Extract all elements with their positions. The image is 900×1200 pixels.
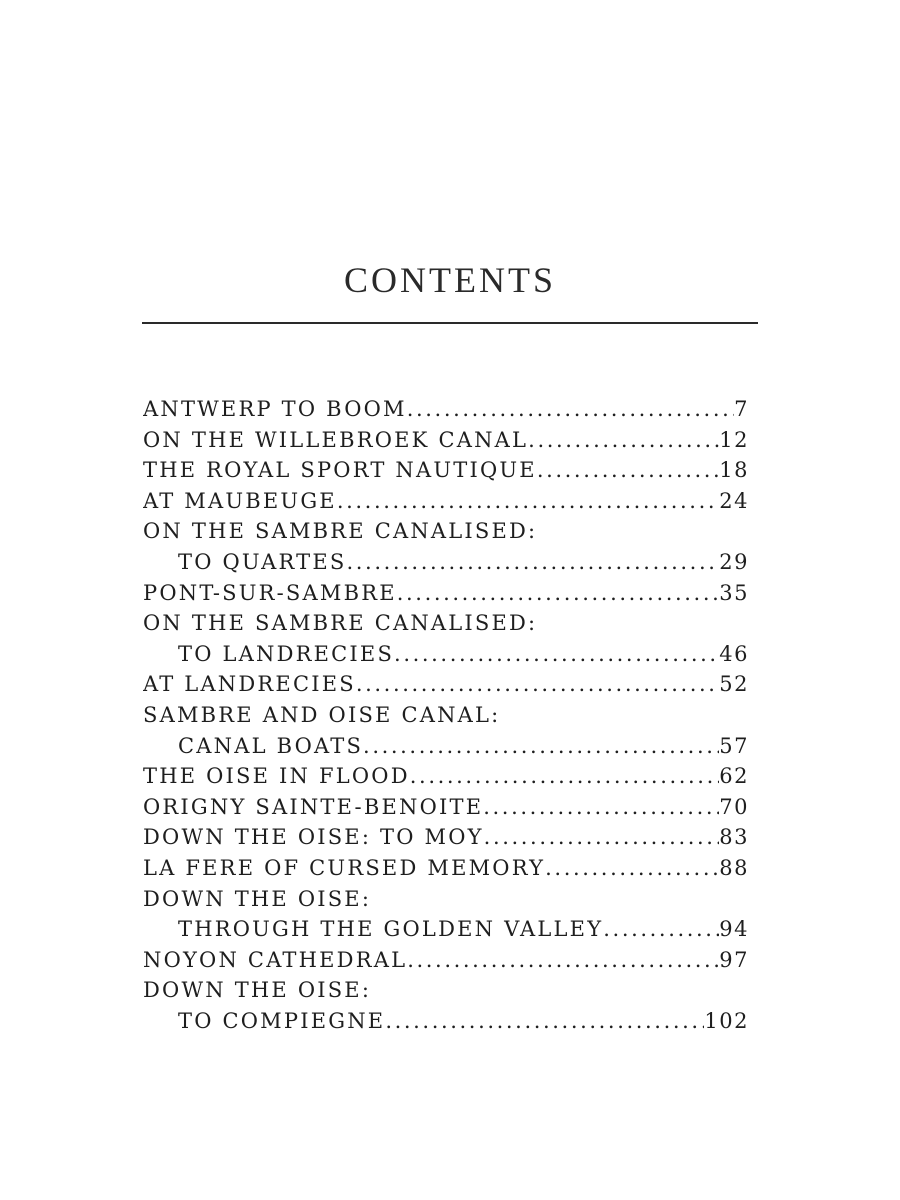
toc-entry-title: AT LANDRECIES [143, 672, 356, 697]
toc-entry [143, 792, 749, 823]
toc-entry-title: DOWN THE OISE: TO MOY [143, 825, 484, 850]
toc-entry-page-number: 46 [719, 641, 749, 666]
toc-entry [143, 486, 749, 517]
toc-entry [143, 394, 749, 425]
dot-leader [407, 394, 734, 425]
toc-entry-continuation [143, 914, 749, 945]
toc-entry [143, 761, 749, 792]
toc-entry-continuation [143, 547, 749, 578]
toc-entry-page-number: 70 [719, 794, 749, 819]
toc-entry-title: TO LANDRECIES [178, 641, 395, 666]
toc-entry [143, 884, 749, 915]
toc-entry-page-number: 83 [719, 825, 749, 850]
contents-heading: CONTENTS [344, 260, 556, 300]
toc-entry-page-number: 7 [734, 397, 749, 421]
toc-entry-page-number: 88 [719, 855, 749, 880]
dot-leader [545, 853, 719, 884]
dot-leader [347, 547, 720, 578]
toc-entry-page-number: 102 [704, 1008, 749, 1033]
toc-entry-title: ANTWERP TO BOOM [143, 397, 407, 421]
toc-entry-page-number: 52 [719, 672, 749, 697]
toc-entry [143, 608, 749, 639]
toc-entry-title: ON THE WILLEBROEK CANAL [143, 427, 529, 452]
dot-leader [410, 761, 720, 792]
toc-entry-title: TO COMPIEGNE [178, 1008, 386, 1033]
toc-entry-title: ORIGNY SAINTE-BENOITE [143, 794, 484, 819]
toc-entry-title: SAMBRE AND OISE CANAL: [143, 702, 501, 727]
table-of-contents [143, 394, 749, 1036]
toc-entry-page-number: 35 [719, 580, 749, 605]
toc-entry-continuation [143, 639, 749, 670]
dot-leader [483, 792, 719, 823]
dot-leader [537, 455, 719, 486]
toc-entry-title: CANAL BOATS [178, 733, 364, 758]
toc-entry-title: THROUGH THE GOLDEN VALLEY [178, 917, 604, 942]
dot-leader [397, 578, 720, 609]
toc-entry-page-number: 12 [719, 427, 749, 452]
dot-leader [337, 486, 719, 517]
dot-leader [603, 914, 719, 945]
dot-leader [394, 639, 719, 670]
toc-entry [143, 516, 749, 547]
toc-entry-title: THE ROYAL SPORT NAUTIQUE [143, 458, 537, 483]
toc-entry [143, 853, 749, 884]
dot-leader [356, 669, 719, 700]
toc-entry [143, 975, 749, 1006]
toc-entry-title: PONT-SUR-SAMBRE [143, 580, 397, 605]
toc-entry-title: TO QUARTES [178, 549, 347, 574]
toc-entry [143, 578, 749, 609]
toc-entry [143, 425, 749, 456]
toc-entry-continuation [143, 1006, 749, 1037]
toc-entry-page-number: 29 [719, 549, 749, 574]
toc-entry-continuation [143, 731, 749, 762]
toc-entry-title: LA FERE OF CURSED MEMORY [143, 855, 546, 880]
toc-entry [143, 945, 749, 976]
dot-leader [363, 731, 719, 762]
heading-rule [142, 322, 758, 324]
toc-entry-page-number: 57 [719, 733, 749, 758]
toc-entry-title: AT MAUBEUGE [143, 488, 337, 513]
toc-entry-page-number: 18 [719, 458, 749, 483]
toc-entry-title: ON THE SAMBRE CANALISED: [143, 611, 538, 636]
toc-entry-title: ON THE SAMBRE CANALISED: [143, 519, 538, 544]
toc-entry [143, 822, 749, 853]
toc-entry [143, 700, 749, 731]
dot-leader [484, 822, 720, 853]
toc-entry-page-number: 24 [719, 488, 749, 513]
dot-leader [407, 945, 719, 976]
toc-entry-title: THE OISE IN FLOOD [143, 764, 410, 789]
toc-entry-page-number: 94 [719, 917, 749, 942]
toc-entry-page-number: 62 [719, 764, 749, 789]
toc-entry-title: DOWN THE OISE: [143, 886, 372, 911]
dot-leader [385, 1006, 704, 1037]
toc-entry-title: DOWN THE OISE: [143, 978, 372, 1003]
toc-entry-title: NOYON CATHEDRAL [143, 947, 408, 972]
toc-entry [143, 455, 749, 486]
toc-entry [143, 669, 749, 700]
dot-leader [528, 425, 719, 456]
toc-entry-page-number: 97 [719, 947, 749, 972]
